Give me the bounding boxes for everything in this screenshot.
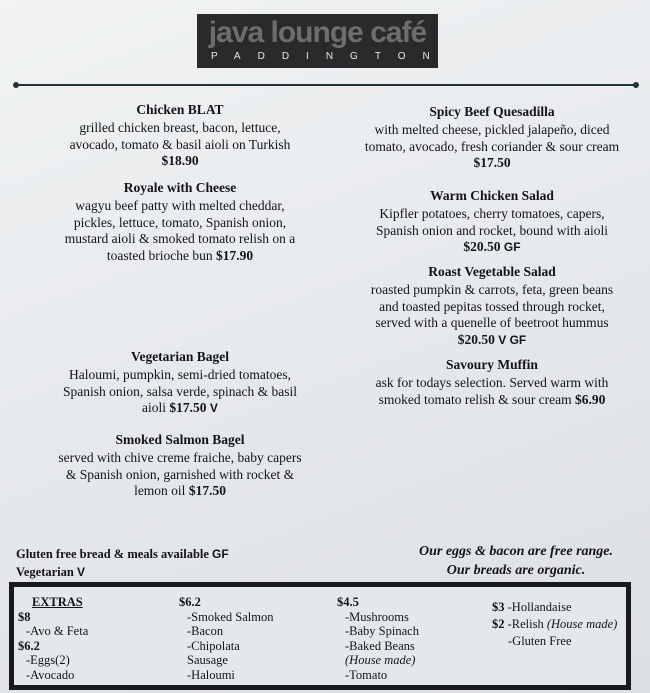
organic-note: Our breads are organic.: [446, 563, 586, 578]
menu-item: [332, 104, 650, 172]
item-price: $17.50: [473, 155, 511, 171]
item-price: $17.90: [215, 248, 254, 264]
item-title: Roast Vegetable Salad: [428, 264, 556, 279]
extras-col-1: EXTRAS $8 -Avo & Feta $6.2 -Eggs(2) -Avocado: [18, 595, 89, 682]
cafe-logo: [197, 14, 447, 68]
item-description: toasted brioche bun $17.90: [106, 248, 254, 264]
item-description: aioli $17.50 V: [142, 400, 218, 416]
item-description: Kipfler potatoes, cherry tomatoes, capers,: [379, 205, 605, 221]
item-title: Chicken BLAT: [136, 102, 224, 117]
item-title: Warm Chicken Salad: [430, 188, 554, 203]
extras-title: EXTRAS: [32, 595, 83, 609]
logo-location: PADDINGTON: [211, 51, 447, 62]
item-description: tomato, avocado, fresh coriander & sour cream: [364, 138, 620, 154]
free-range-note: Our eggs & bacon are free range.: [418, 544, 614, 559]
item-description: served with a quenelle of beetroot hummus: [375, 315, 609, 331]
item-description: lemon oil $17.50: [134, 483, 226, 499]
vegetarian-note: Vegetarian V: [16, 565, 86, 579]
menu-item: [20, 432, 340, 500]
item-description: avocado, tomato & basil aioli on Turkish: [69, 136, 291, 152]
item-title: Royale with Cheese: [123, 180, 237, 195]
item-price: $20.50: [457, 332, 495, 348]
item-description: served with chive creme fraiche, baby capers: [58, 449, 302, 465]
item-price: $17.50: [188, 483, 226, 499]
extras-col-4: $3 -Hollandaise $2 -Relish (House made) -Gluten Free: [492, 600, 618, 648]
item-description: Spanish onion and rocket, bound with aioli: [375, 222, 609, 238]
extras-col-2: $6.2 -Smoked Salmon -Bacon -Chipolata Sausage -Haloumi: [179, 595, 274, 682]
item-description: with melted cheese, pickled jalapeño, diced: [374, 121, 610, 137]
item-description: grilled chicken breast, bacon, lettuce,: [79, 119, 281, 135]
divider: [16, 84, 636, 86]
menu-item: [20, 102, 340, 170]
item-description: smoked tomato relish & sour cream $6.90: [378, 391, 606, 407]
item-description: mustard aioli & smoked tomato relish on a: [64, 231, 296, 247]
item-description: wagyu beef patty with melted cheddar,: [75, 197, 285, 213]
item-price: $17.50: [169, 400, 207, 416]
item-title: Spicy Beef Quesadilla: [429, 104, 555, 119]
gluten-free-note: Gluten free bread & meals available GF: [16, 547, 229, 561]
item-tag: GF: [503, 240, 521, 255]
logo-name: java lounge café: [208, 16, 427, 49]
menu-item: [332, 357, 650, 408]
extras-box: [9, 582, 631, 690]
item-price: $18.90: [161, 153, 199, 169]
item-description: roasted pumpkin & carrots, feta, green beans: [370, 281, 614, 297]
menu-item: [20, 349, 340, 417]
menu-item: [20, 180, 340, 265]
menu-item: [332, 264, 650, 349]
item-tag: V GF: [498, 333, 527, 348]
item-description: & Spanish onion, garnished with rocket &: [65, 466, 295, 482]
item-title: Smoked Salmon Bagel: [115, 432, 245, 447]
item-tag: V: [209, 401, 218, 416]
extras-col-3: $4.5 -Mushrooms -Baby Spinach -Baked Beans (House made) -Tomato: [337, 595, 419, 682]
item-description: Spanish onion, salsa verde, spinach & basil: [63, 383, 297, 399]
item-description: Haloumi, pumpkin, semi-dried tomatoes,: [69, 366, 291, 382]
item-title: Savoury Muffin: [446, 357, 538, 372]
item-price: $20.50: [463, 239, 501, 255]
item-description: and toasted pepitas tossed through rocket,: [379, 298, 605, 314]
menu-item: [332, 188, 650, 256]
item-description: pickles, lettuce, tomato, Spanish onion,: [73, 214, 287, 230]
item-price: $6.90: [575, 391, 606, 407]
item-title: Vegetarian Bagel: [130, 349, 230, 364]
item-description: ask for todays selection. Served warm with: [375, 374, 609, 390]
